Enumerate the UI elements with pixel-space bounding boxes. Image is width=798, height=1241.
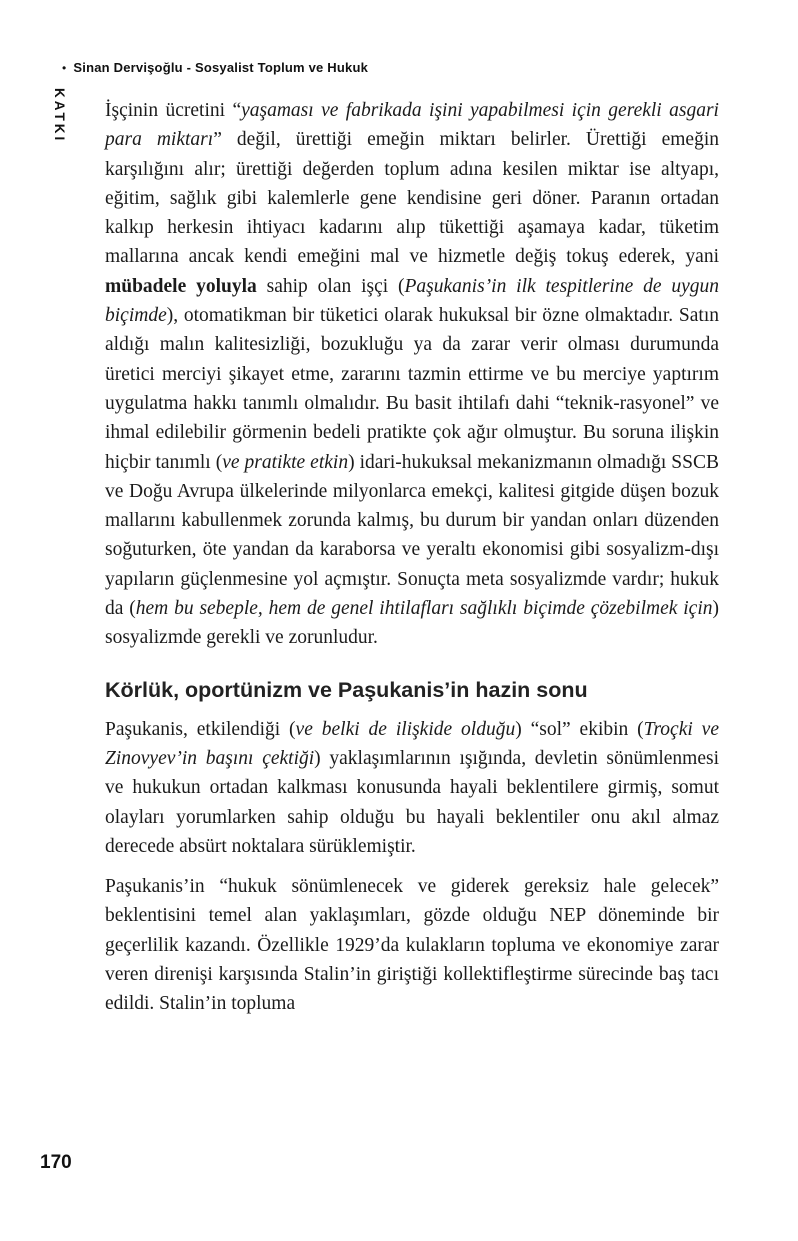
text-segment: Paşukanis, etkilendiği (: [105, 718, 296, 740]
italic-text-segment: ve belki de ilişkide olduğu: [295, 718, 516, 740]
italic-text-segment: yaşaması ve fabrikada işini yapabilmesi için gerekli asgari para miktarı: [105, 100, 719, 151]
running-header: [62, 60, 368, 75]
text-segment: sahip olan işçi (: [256, 275, 405, 297]
text-segment: ), otomatikman bir tüketici olarak hukuksal bir özne olmaktadır. Satın aldığı malın kalitesizliği, bozukluğu ya da zarar verir olması durumunda üretici merciyi şikayet etme, zararını tazmin ettirme ve bu merciye yaptırım uygulatma hakkı tanımlı olmalıdır. Bu basit ihtilafı dahi “teknik-rasyonel” ve ihmal edilebilir görmenin bedeli pratikte çok ağır olmuştur. Bu soruna ilişkin hiçbir tanımlı (: [105, 305, 719, 473]
body-paragraph: [105, 872, 719, 1018]
text-segment: ) idari-hukuksal mekanizmanın olmadığı SSCB ve Doğu Avrupa ülkelerinde milyonlarca emekçi, kalitesi gitgide düşen bozuk mallarını kabullenmek zorunda kalmış, bu durum bir yandan onları düzenden soğuturken, öte yandan da karaborsa ve yeraltı ekonomisi gibi sosyalizm-dışı yapıların güçlenmesine yol açmıştır. Sonuçta meta sosyalizmde vardır; hukuk da (: [105, 451, 720, 620]
section-heading: Körlük, oportünizm ve Paşukanis’in hazin sonu: [105, 677, 588, 702]
header-book-title: Sosyalist Toplum ve Hukuk: [194, 60, 369, 75]
page-number: 170: [40, 1152, 72, 1173]
body-paragraph: [105, 96, 719, 653]
italic-text-segment: ve pratikte etkin: [222, 451, 349, 473]
body-paragraph: [105, 715, 719, 861]
text-block: [105, 96, 719, 1030]
italic-text-segment: Paşukanis’in ilk tespitlerine de uygun biçimde: [105, 275, 720, 327]
text-segment: ) yaklaşımlarının ışığında, devletin sönümlenmesi ve hukukun ortadan kalkması konusunda hayali beklentilere girmiş, somut olayları yorumlarken sahip olduğu bu hayali beklentiler onu akıl almaz derecede absürt noktalara sürüklemiştir.: [105, 747, 720, 857]
text-segment: ” değil, ürettiği emeğin miktarı belirler. Ürettiği emeğin karşılığını alır; ürettiği değerden toplum adına kesilen miktar ise altyapı, eğitim, sağlık gibi kalemlerle gene kendisine geri döner. Paranın ortadan kalkıp herkesin ihtiyacı kadarını alıp tükettiği aşamaya kadar, tüketim mallarına ancak kendi emeğini mal ve hizmetle değiş tokuş ederek, yani: [105, 129, 719, 268]
text-segment: İşçinin ücretini “: [105, 100, 242, 121]
text-segment: Paşukanis’in “hukuk sönümlenecek ve giderek gereksiz hale gelecek” beklentisini temel alan yaklaşımları, gözde olduğu NEP döneminde bir geçerlilik kazandı. Özellikle 1929’da kulakların topluma ve ekonomiye zarar veren direnişi karşısında Stalin’in giriştiği kollektifleştirme sürecinde baş tacı edildi. Stalin’in topluma: [105, 876, 719, 1015]
bold-text-segment: mübadele yoluyla: [105, 275, 257, 297]
header-author: Sinan Dervişoğlu -: [73, 60, 195, 75]
margin-label-katki: KATKI: [52, 88, 67, 144]
text-segment: ) “sol” ekibin (: [515, 718, 644, 740]
italic-text-segment: hem bu sebeple, hem de genel ihtilafları sağlıklı biçimde çözebilmek için: [135, 598, 713, 620]
text-segment: ) sosyalizmde gerekli ve zorunludur.: [105, 598, 719, 649]
header-bullet-icon: •: [62, 61, 67, 75]
italic-text-segment: Troçki ve Zinovyev’in başını çektiği: [105, 718, 719, 769]
